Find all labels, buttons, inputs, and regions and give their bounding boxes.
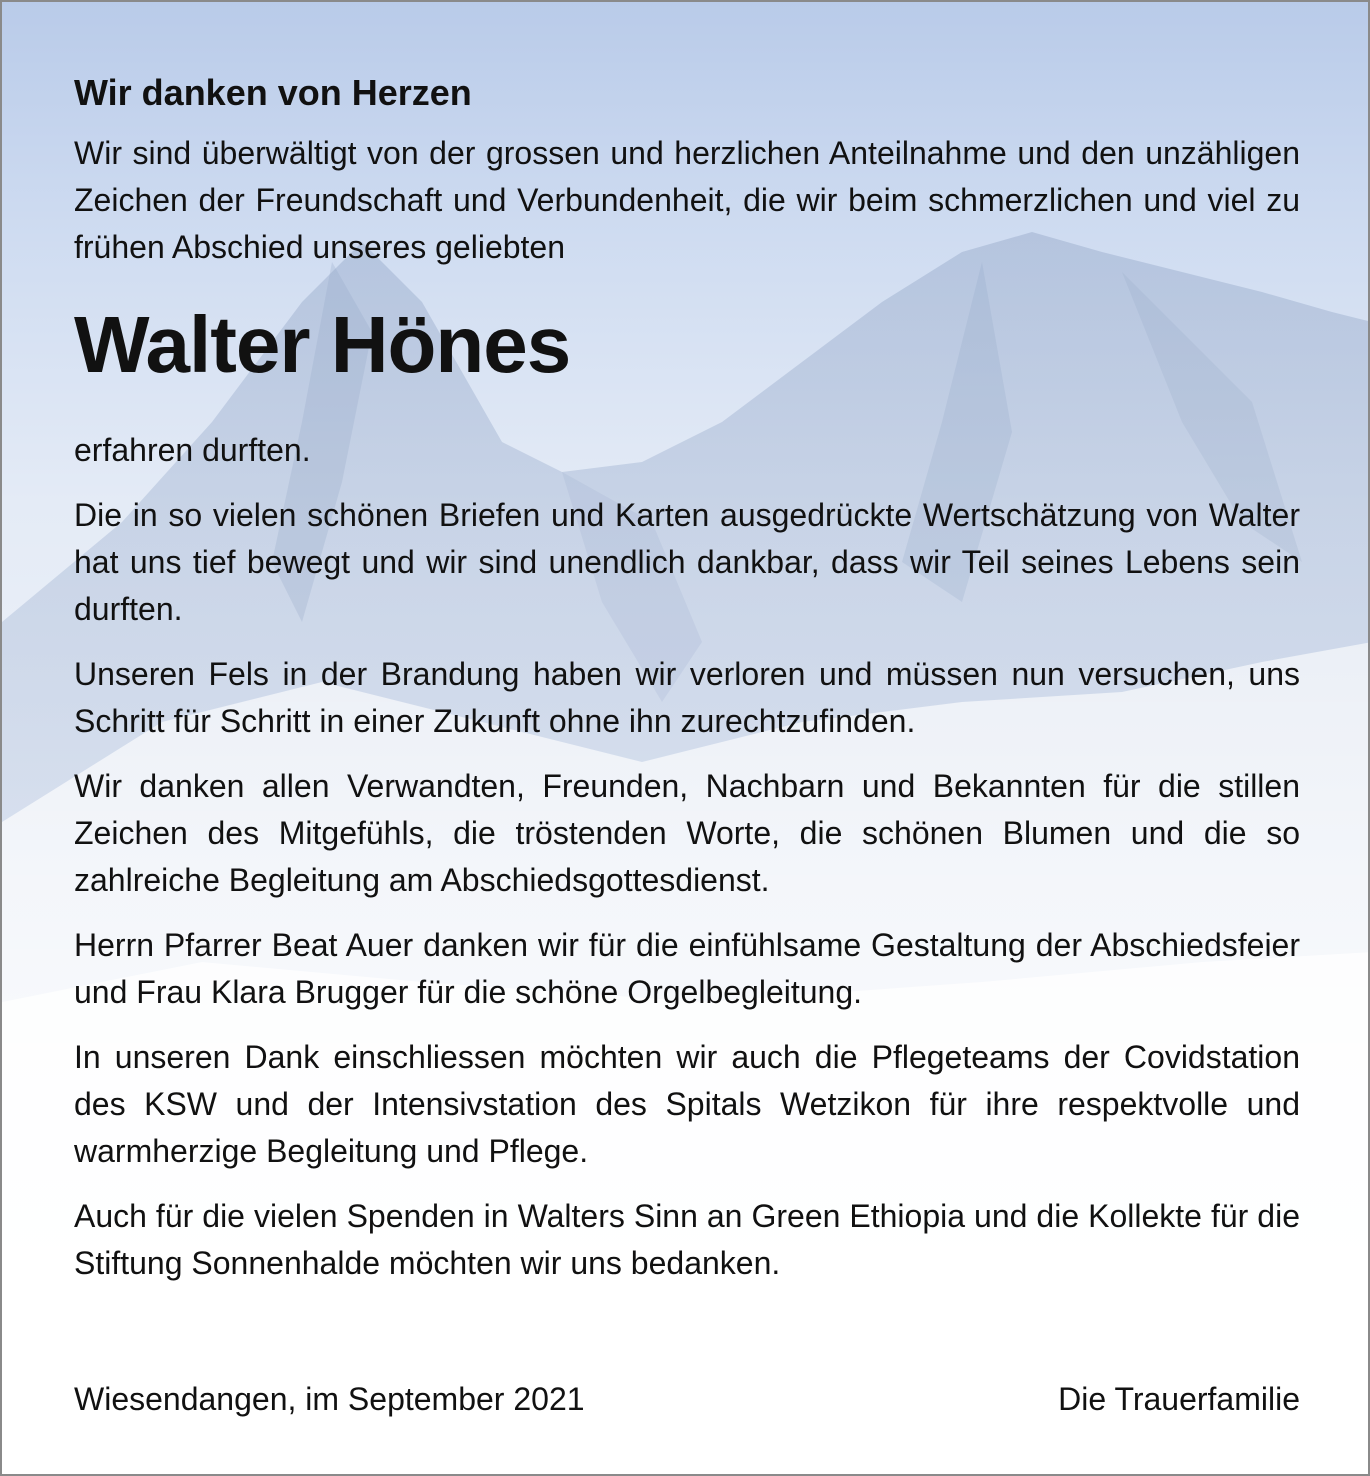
- signature: Die Trauerfamilie: [1058, 1381, 1300, 1417]
- paragraph: Unseren Fels in der Brandung haben wir verloren und müssen nun versuchen, uns Schritt für Schritt in einer Zukunft ohne ihn zurechtzufinden.: [74, 656, 1300, 739]
- after-name-line: erfahren durften.: [74, 432, 311, 468]
- intro-paragraph: Wir sind überwältigt von der grossen und herzlichen Anteilnahme und den unzähligen Zeichen der Freundschaft und Verbundenheit, die wir beim schmerzlichen und viel zu frühen Abschied unseres geliebten: [74, 135, 1300, 265]
- footer: [74, 1376, 1300, 1423]
- paragraph: Die in so vielen schönen Briefen und Karten ausgedrückte Wertschätzung von Walter hat uns tief bewegt und wir sind unendlich dankbar, dass wir Teil seines Lebens sein durften.: [74, 497, 1300, 627]
- obituary-text: [74, 68, 1300, 1287]
- deceased-name: Walter Hönes: [74, 300, 571, 389]
- paragraph: Wir danken allen Verwandten, Freunden, Nachbarn und Bekannten für die stillen Zeichen des Mitgefühls, die tröstenden Worte, die schönen Blumen und die so zahlreiche Begleitung am Abschiedsgottesdienst.: [74, 768, 1300, 898]
- paragraph: Auch für die vielen Spenden in Walters Sinn an Green Ethiopia und die Kollekte für die Stiftung Sonnenhalde möchten wir uns bedanken.: [74, 1198, 1300, 1281]
- place-date: Wiesendangen, im September 2021: [74, 1381, 585, 1417]
- paragraph: Herrn Pfarrer Beat Auer danken wir für die einfühlsame Gestaltung der Abschiedsfeier und Frau Klara Brugger für die schöne Orgelbegleitung.: [74, 927, 1300, 1010]
- heading: Wir danken von Herzen: [74, 72, 472, 113]
- paragraph: In unseren Dank einschliessen möchten wir auch die Pflegeteams der Covidstation des KSW und der Intensivstation des Spitals Wetzikon für ihre respektvolle und warmherzige Begleitung und Pflege.: [74, 1039, 1300, 1169]
